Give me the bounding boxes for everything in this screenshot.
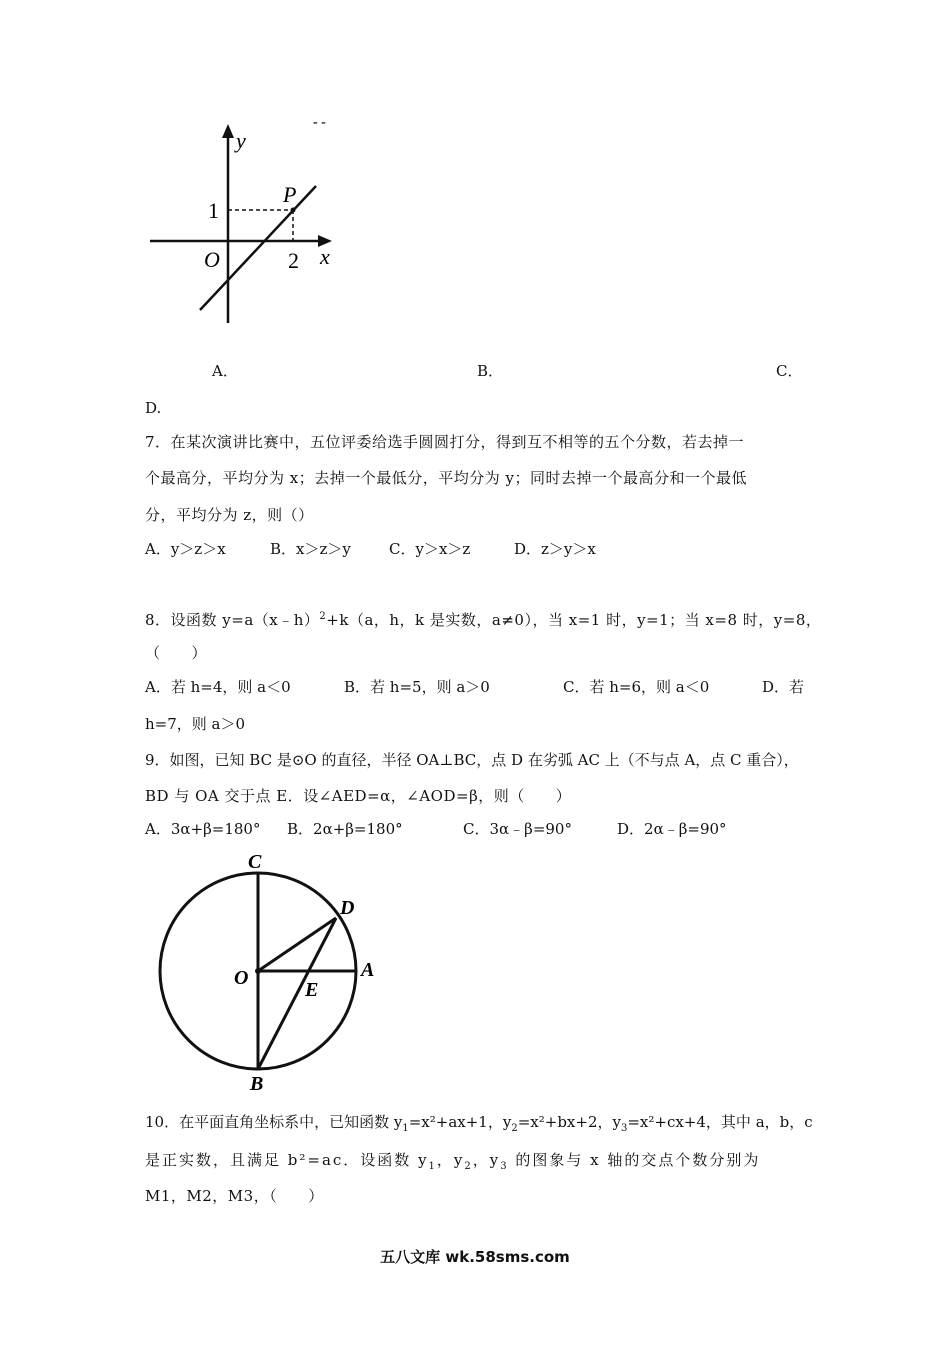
q10-l2-s3: 3 (500, 1161, 509, 1172)
q8-line1 (145, 607, 821, 630)
center-o-dot (255, 968, 261, 974)
q10-line2 (145, 1150, 760, 1177)
q8-line2: （ ） (145, 644, 208, 662)
q10-l1-b: =x²+ax+1，y (408, 1113, 512, 1131)
q9-option-d: D．2α﹣β=90° (617, 820, 727, 838)
q8-option-c: C．若 h=6，则 a＜0 (563, 678, 710, 696)
q6-option-a: A． (212, 362, 238, 380)
q8-option-a: A．若 h=4，则 a＜0 (145, 678, 291, 696)
label-d: D (340, 897, 355, 919)
coordinate-graph (148, 118, 348, 328)
q8-option-d: D．若 (762, 678, 805, 696)
q9-line2: BD 与 OA 交于点 E．设∠AED=α，∠AOD=β，则（ ） (145, 787, 572, 805)
y-axis-arrow (222, 124, 234, 138)
q8-line1-post: +k（a，h，k 是实数，a≠0），当 x=1 时，y=1；当 x=8 时，y=8， (326, 611, 822, 629)
x-tick-label: 2 (288, 248, 299, 273)
q9-option-a: A．3α+β=180° (145, 820, 261, 838)
y-axis-label: y (236, 128, 246, 153)
q7-option-c: C．y＞x＞z (389, 540, 471, 558)
label-e: E (305, 979, 319, 1001)
q7-option-d: D．z＞y＞x (514, 540, 596, 558)
q9-line1: 9．如图，已知 BC 是⊙O 的直径，半径 OA⊥BC，点 D 在劣弧 AC 上（不与点 A，点 C 重合）， (145, 751, 799, 769)
y-tick-label: 1 (208, 198, 219, 223)
q10-l1-s3: 3 (620, 1123, 628, 1134)
q7-line1: 7．在某次演讲比赛中，五位评委给选手圆圆打分，得到互不相等的五个分数，若去掉一 (145, 433, 745, 451)
q10-l2-d: 的图象与 x 轴的交点个数分别为 (508, 1151, 761, 1169)
q10-l1-a: 10．在平面直角坐标系中，已知函数 y (145, 1113, 403, 1131)
q7-line3: 分，平均分为 z，则（） (145, 506, 314, 524)
point-p-label: P (283, 182, 297, 207)
q10-l1-c: =x²+bx+2，y (517, 1113, 621, 1131)
point-p (291, 208, 296, 213)
label-a: A (361, 959, 375, 981)
q9-option-c: C．3α﹣β=90° (463, 820, 572, 838)
q10-l1-s2: 2 (511, 1123, 518, 1134)
q8-exponent: 2 (319, 611, 327, 622)
q7-option-a: A．y＞z＞x (145, 540, 226, 558)
origin-label: O (204, 247, 220, 272)
q7-line2: 个最高分，平均分为 x；去掉一个最低分，平均分为 y；同时去掉一个最高分和一个最低 (145, 469, 747, 487)
segment-od (258, 918, 336, 971)
q8-option-b: B．若 h=5，则 a＞0 (344, 678, 490, 696)
footer-watermark: 五八文库 wk.58sms.com (380, 1248, 570, 1266)
q10-l2-a: 是正实数，且满足 b²=ac．设函数 y (145, 1151, 429, 1169)
top-marks: - - (313, 118, 326, 130)
label-c: C (248, 851, 262, 873)
q10-l2-c: ，y (472, 1151, 501, 1169)
q10-l2-s1: 1 (428, 1161, 437, 1172)
q10-line3: M1，M2，M3，（ ） (145, 1187, 324, 1205)
q8-line1-pre: 8．设函数 y=a（x﹣h） (145, 611, 320, 629)
q6-option-c: C． (776, 362, 803, 380)
x-axis-label: x (320, 244, 330, 269)
q7-option-b: B．x＞z＞y (270, 540, 351, 558)
label-o: O (234, 967, 249, 989)
q10-l1-s1: 1 (402, 1123, 409, 1134)
q10-l1-d: =x²+cx+4，其中 a，b，c (627, 1113, 813, 1131)
q10-l2-b: ，y (436, 1151, 465, 1169)
segment-bd (258, 918, 336, 1069)
label-b: B (250, 1073, 264, 1093)
circle-figure (150, 848, 390, 1093)
q6-option-d: D. (145, 399, 162, 417)
q6-option-b: B． (477, 362, 504, 380)
q9-option-b: B．2α+β=180° (287, 820, 403, 838)
q10-line1 (145, 1112, 813, 1139)
q10-l2-s2: 2 (464, 1161, 473, 1172)
q8-option-d-cont: h=7，则 a＞0 (145, 715, 246, 733)
